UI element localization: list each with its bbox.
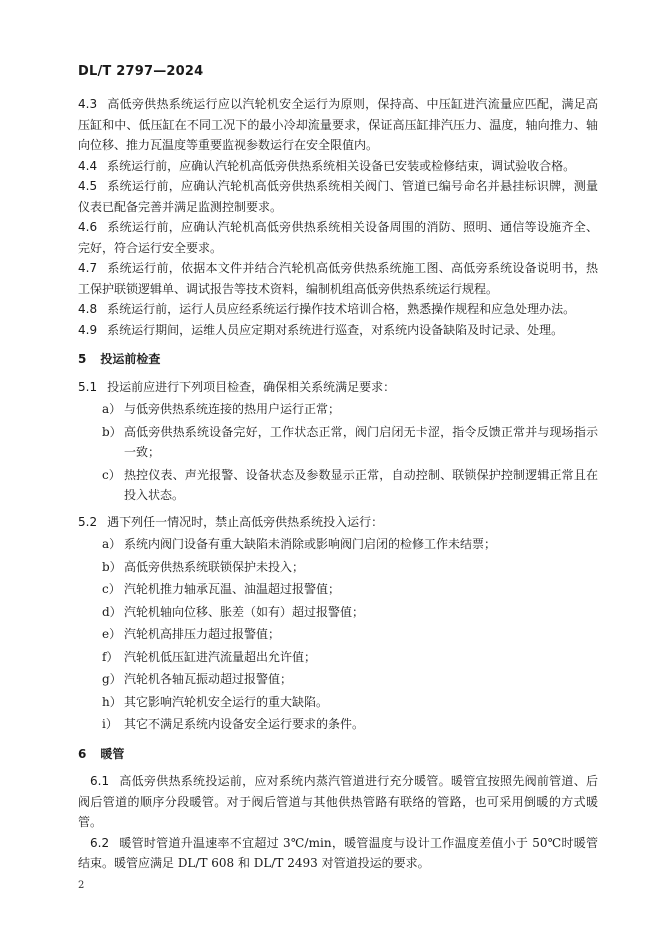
list-item bbox=[78, 422, 598, 463]
list-marker: e） bbox=[102, 627, 122, 641]
clause-number: 6.2 bbox=[90, 835, 110, 850]
clause-number: 4.7 bbox=[78, 261, 98, 275]
clause-text: 暖管时管道升温速率不宜超过 3℃/min，暖管温度与设计工作温度差值小于 50℃时暖管结束。暖管应满足 DL/T 608 和 DL/T 2493 对管道投运的要求。 bbox=[78, 835, 598, 870]
clause-4-4 bbox=[78, 156, 598, 177]
section-5-clauses bbox=[78, 377, 598, 735]
list-item bbox=[78, 465, 598, 506]
clause-number: 4.6 bbox=[78, 220, 98, 234]
clause-4-3 bbox=[78, 94, 598, 156]
clause-number: 5.1 bbox=[78, 379, 98, 394]
list-marker: i） bbox=[102, 717, 118, 731]
clause-number: 5.2 bbox=[78, 514, 98, 529]
list-item bbox=[78, 669, 598, 690]
list-item-text: 汽轮机推力轴承瓦温、油温超过报警值； bbox=[124, 582, 341, 596]
clause-text: 系统运行前，应确认汽轮机高低旁供热系统相关设备周围的消防、照明、通信等设施齐全、完好，符合运行安全要求。 bbox=[78, 220, 598, 255]
clause-text: 系统运行期间，运维人员应定期对系统进行巡查，对系统内设备缺陷及时记录、处理。 bbox=[107, 322, 564, 337]
clause-5-2 bbox=[78, 512, 598, 533]
clause-text: 系统运行前，应确认汽轮机高低旁供热系统相关设备已安装或检修结束，调试验收合格。 bbox=[107, 158, 576, 173]
section-title: 暖管 bbox=[100, 746, 125, 761]
section-title: 投运前检查 bbox=[100, 352, 161, 366]
section-4-clauses bbox=[78, 94, 598, 340]
list-marker: c） bbox=[102, 582, 121, 596]
list-item-text: 汽轮机高排压力超过报警值； bbox=[124, 627, 281, 641]
clause-number: 4.4 bbox=[78, 158, 98, 173]
list-item bbox=[78, 602, 598, 623]
clause-4-6 bbox=[78, 217, 598, 258]
clause-6-2 bbox=[78, 833, 598, 874]
clause-text: 系统运行前，运行人员应经系统运行操作技术培训合格，熟悉操作规程和应急处理办法。 bbox=[107, 302, 576, 316]
list-marker: a） bbox=[102, 402, 122, 416]
clause-number: 4.3 bbox=[78, 97, 98, 111]
list-item-text: 高低旁供热系统设备完好，工作状态正常，阀门启闭无卡涩，指令反馈正常并与现场指示一致； bbox=[124, 424, 598, 459]
clause-4-5 bbox=[78, 176, 598, 217]
list-item-text: 系统内阀门设备有重大缺陷未消除或影响阀门启闭的检修工作未结票； bbox=[124, 537, 497, 551]
list-item-text: 与低旁供热系统连接的热用户运行正常； bbox=[124, 402, 341, 416]
list-marker: b） bbox=[102, 424, 122, 439]
document-body bbox=[78, 94, 598, 874]
clause-text: 系统运行前，依据本文件并结合汽轮机高低旁供热系统施工图、高低旁系统设备说明书，热工保护联锁逻辑单、调试报告等技术资料，编制机组高低旁供热系统运行规程。 bbox=[78, 261, 598, 296]
list-item bbox=[78, 714, 598, 735]
clause-text: 投运前应进行下列项目检查，确保相关系统满足要求： bbox=[107, 379, 396, 394]
clause-4-9 bbox=[78, 320, 598, 341]
list-item-text: 其它影响汽轮机安全运行的重大缺陷。 bbox=[124, 694, 329, 709]
clause-text: 遇下列任一情况时，禁止高低旁供热系统投入运行： bbox=[107, 514, 384, 529]
clause-number: 4.8 bbox=[78, 302, 98, 316]
list-item bbox=[78, 399, 598, 420]
list-marker: d） bbox=[102, 604, 122, 619]
page-number: 2 bbox=[78, 880, 85, 891]
list-marker: h） bbox=[102, 694, 122, 709]
list-item-text: 汽轮机轴向位移、胀差（如有）超过报警值； bbox=[124, 604, 365, 619]
list-item bbox=[78, 579, 598, 600]
list-item bbox=[78, 624, 598, 645]
clause-4-7 bbox=[78, 258, 598, 299]
list-marker: b） bbox=[102, 559, 122, 574]
list-item-text: 其它不满足系统内设备安全运行要求的条件。 bbox=[124, 717, 365, 731]
section-number: 6 bbox=[78, 746, 87, 761]
clause-text: 系统运行前，应确认汽轮机高低旁供热系统相关阀门、管道已编号命名并悬挂标识牌，测量仪表已配备完善并满足监测控制要求。 bbox=[78, 179, 598, 214]
list-item-text: 热控仪表、声光报警、设备状态及参数显示正常，自动控制、联锁保护控制逻辑正常且在投入状态。 bbox=[124, 467, 598, 502]
clause-4-8 bbox=[78, 299, 598, 320]
section-6-clauses bbox=[78, 771, 598, 874]
clause-text: 高低旁供热系统投运前，应对系统内蒸汽管道进行充分暖管。暖管宜按照先阀前管道、后阀后管道的顺序分段暖管。对于阀后管道与其他供热管路有联络的管路，也可采用倒暖的方式暖管。 bbox=[78, 774, 598, 829]
list-item-text: 高低旁供热系统联锁保护未投入； bbox=[124, 559, 305, 574]
section-5-heading bbox=[78, 349, 598, 370]
section-6-heading bbox=[78, 744, 598, 765]
list-marker: c） bbox=[102, 467, 121, 482]
list-marker: a） bbox=[102, 537, 122, 551]
list-item-text: 汽轮机各轴瓦振动超过报警值； bbox=[124, 672, 293, 686]
list-item bbox=[78, 534, 598, 555]
clause-text: 高低旁供热系统运行应以汽轮机安全运行为原则，保持高、中压缸进汽流量应匹配，满足高压缸和中、低压缸在不同工况下的最小冷却流量要求，保证高压缸排汽压力、温度，轴向推力、轴向位移、推力瓦温度等重要监视参数运行在安全限值内。 bbox=[78, 97, 598, 152]
section-number: 5 bbox=[78, 352, 87, 366]
list-marker: g） bbox=[102, 672, 122, 686]
clause-number: 4.5 bbox=[78, 179, 98, 193]
clause-5-1 bbox=[78, 377, 598, 398]
list-marker: f） bbox=[102, 649, 119, 664]
document-code-header: DL/T 2797—2024 bbox=[78, 64, 204, 79]
list-item bbox=[78, 647, 598, 668]
clause-number: 6.1 bbox=[90, 774, 110, 788]
clause-6-1 bbox=[78, 771, 598, 833]
list-item-text: 汽轮机低压缸进汽流量超出允许值； bbox=[124, 649, 317, 664]
clause-number: 4.9 bbox=[78, 322, 98, 337]
list-item bbox=[78, 557, 598, 578]
list-item bbox=[78, 692, 598, 713]
